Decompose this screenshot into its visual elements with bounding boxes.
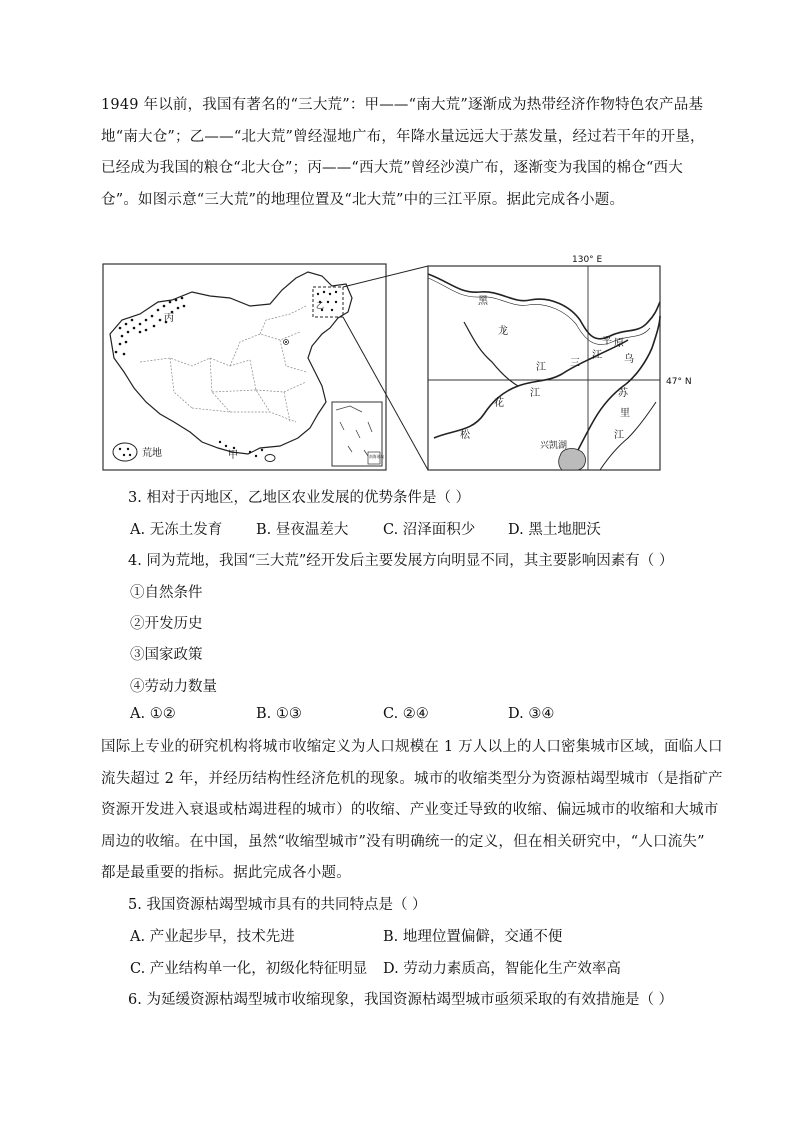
inset-label: 南海诸岛 [369,454,385,459]
label-su: 苏 [618,388,628,399]
passage-1 [101,90,705,216]
label-song: 松 [460,430,470,441]
q5-option-d[interactable]: D. 劳动力素质高，智能化生产效率高 [383,961,621,977]
passage-2-line: 流失超过 2 年，并经历结构性经济危机的现象。城市的收缩类型分为资源枯竭型城市（是指矿产 [101,770,723,787]
q4-item: ④劳动力数量 [130,679,217,695]
lat-label: 47° N [666,377,692,387]
q5-option-c[interactable]: C. 产业结构单一化，初级化特征明显 [130,961,368,977]
question-5-stem: 5. 我国资源枯竭型城市具有的共同特点是（ ） [128,897,427,913]
label-san: 三 [570,358,580,369]
q4-item: ②开发历史 [130,616,203,632]
label-long: 龙 [498,326,508,337]
question-4-stem: 4. 同为荒地，我国“三大荒”经开发后主要发展方向明显不同，其主要影响因素有（ ） [128,553,674,569]
q4-option-b[interactable]: B. ①③ [256,706,302,722]
passage-2 [101,732,723,890]
passage-2-line: 国际上专业的研究机构将城市收缩定义为人口规模在 1 万人以上的人口密集城市区域，面临人口 [101,739,723,755]
label-jiang-3: 江 [614,430,624,441]
question-3-stem: 3. 相对于丙地区，乙地区农业发展的优势条件是（ ） [128,490,471,506]
q5-option-b[interactable]: B. 地理位置偏僻，交通不便 [383,929,563,945]
china-map [103,264,386,470]
q4-option-d[interactable]: D. ③④ [508,706,555,722]
question-6-stem: 6. 为延缓资源枯竭型城市收缩现象，我国资源枯竭型城市亟须采取的有效措施是（ ） [128,992,674,1008]
label-jiang-2: 江 [530,388,540,399]
label-jiang-1: 江 [536,362,546,373]
label-li: 里 [620,408,630,419]
passage-1-line: 地“南大仓”；乙——“北大荒”曾经湿地广布，年降水量远远大于蒸发量，经过若干年的开垦， [101,128,705,145]
passage-2-line: 资源开发进入衰退或枯竭进程的城市）的收缩、产业变迁导致的收缩、偏远城市的收缩和大城市 [101,802,719,818]
q5-option-a[interactable]: A. 产业起步早，技术先进 [130,929,295,945]
q3-option-a[interactable]: A. 无冻土发育 [130,522,223,538]
passage-1-line: 仓”。如图示意“三大荒”的地理位置及“北大荒”中的三江平原。据此完成各小题。 [101,191,625,208]
q4-option-a[interactable]: A. ①② [130,706,176,722]
q4-item: ①自然条件 [130,585,203,601]
q3-option-b[interactable]: B. 昼夜温差大 [256,522,349,538]
label-lake: 兴凯湖 [540,441,568,451]
label-yi: 乙 [316,301,324,310]
passage-2-line: 周边的收缩。在中国，虽然“收缩型城市”没有明确统一的定义，但在相关研究中，“人口流失” [101,833,705,850]
q4-option-c[interactable]: C. ②④ [383,706,429,722]
label-jia: 甲 [228,450,238,461]
figure-map [100,255,692,478]
label-yuan: 原 [614,338,624,349]
sanjiang-map [428,255,692,470]
lon-label: 130° E [572,255,603,265]
label-hua: 花 [494,398,504,409]
label-bing: 丙 [164,313,174,324]
legend-label: 荒地 [142,448,162,459]
passage-2-line: 都是最重要的指标。据此完成各小题。 [101,865,351,881]
q3-option-d[interactable]: D. 黑土地肥沃 [508,522,601,538]
passage-1-line: 1949 年以前，我国有著名的“三大荒”：甲——“南大荒”逐渐成为热带经济作物特色农产品基 [101,97,704,113]
label-hei: 黑 [478,296,488,307]
q3-option-c[interactable]: C. 沼泽面积少 [383,522,476,538]
label-ping: 平 [602,336,612,347]
passage-1-line: 已经成为我国的粮仓“北大仓”；丙——“西大荒”曾经沙漠广布，逐渐变为我国的棉仓“西大 [101,160,683,176]
label-wu: 乌 [624,354,634,365]
label-jiang-plain: 江 [592,350,602,361]
q4-item: ③国家政策 [130,647,203,663]
